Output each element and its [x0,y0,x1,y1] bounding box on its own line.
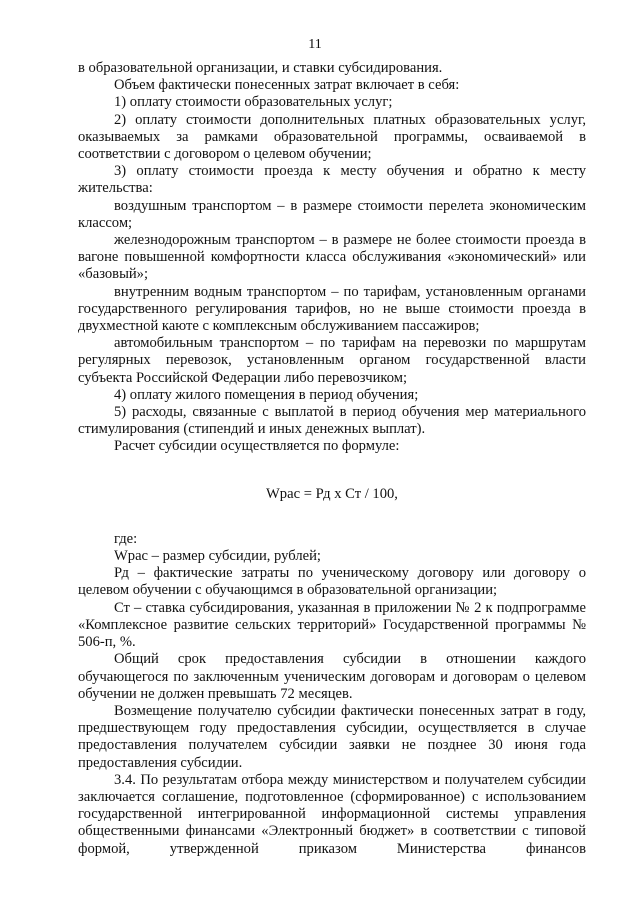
page-number: 11 [308,37,322,52]
subitem-water-transport: внутренним водным транспортом – по тарифам, установленным органами государственного регулирования тарифов, но не выше стоимости проезда в двухместной каюте с комплексным обслуживанием пассажиров; [78,283,586,335]
document-body [78,60,586,858]
paragraph-section-3-4: 3.4. По результатам отбора между министерством и получателем субсидии заключается соглашение, подготовленное (сформированное) с использованием государственной интегрированной информационной системы управления общественными финансами «Электронный бюджет» в соответствии с типовой формой, утвержденной приказом Министерства финансов [78,771,586,857]
list-item-2: 2) оплату стоимости дополнительных платных образовательных услуг, оказываемых за рамками образовательной программы, осваиваемой в соответствии с договором о целевом обучении; [78,111,586,163]
paragraph-continuation: в образовательной организации, и ставки субсидирования. [78,60,443,76]
definition-wras: Wрас – размер субсидии, рублей; [114,548,321,565]
list-item-5: 5) расходы, связанные с выплатой в период обучения мер материального стимулирования (стипендий и иных денежных выплат). [78,404,586,438]
paragraph-where: где: [114,530,138,547]
definition-st: Ст – ставка субсидирования, указанная в приложении № 2 к подпрограмме «Комплексное развитие сельских территорий» Государственной программы № 506-п, %. [78,599,586,651]
subsidy-formula: Wрас = Рд х Ст / 100, [266,485,398,502]
paragraph-term-limit: Общий срок предоставления субсидии в отношении каждого обучающегося по заключенным ученическим договорам и договорам о целевом обучении не должен превышать 72 месяцев. [78,651,586,702]
list-item-3: 3) оплату стоимости проезда к месту обучения и обратно к месту жительства: [78,163,586,197]
subitem-road-transport: автомобильным транспортом – по тарифам на перевозки по маршрутам регулярных перевозок, установленным органом государственной власти субъекта Российской Федерации либо перевозчиком; [78,335,586,386]
paragraph-reimbursement: Возмещение получателю субсидии фактически понесенных затрат в году, предшествующем году предоставления субсидии, осуществляется в случае предоставления получателем субсидии заявки не позднее 30 июня года предоставления субсидии. [78,702,586,771]
subitem-rail-transport: железнодорожным транспортом – в размере не более стоимости проезда в вагоне повышенной комфортности класса обслуживания «экономический» или «базовый»; [78,232,586,283]
list-item-4: 4) оплату жилого помещения в период обучения; [114,386,419,403]
subitem-air-transport: воздушным транспортом – в размере стоимости перелета экономическим классом; [78,197,586,231]
list-item-1: 1) оплату стоимости образовательных услуг; [114,94,393,111]
definition-rd: Рд – фактические затраты по ученическому договору или договору о целевом обучении с обучающимся в образовательной организации; [78,565,586,599]
paragraph-costs-intro: Объем фактически понесенных затрат включает в себя: [114,77,460,94]
paragraph-formula-intro: Расчет субсидии осуществляется по формуле: [114,438,400,455]
